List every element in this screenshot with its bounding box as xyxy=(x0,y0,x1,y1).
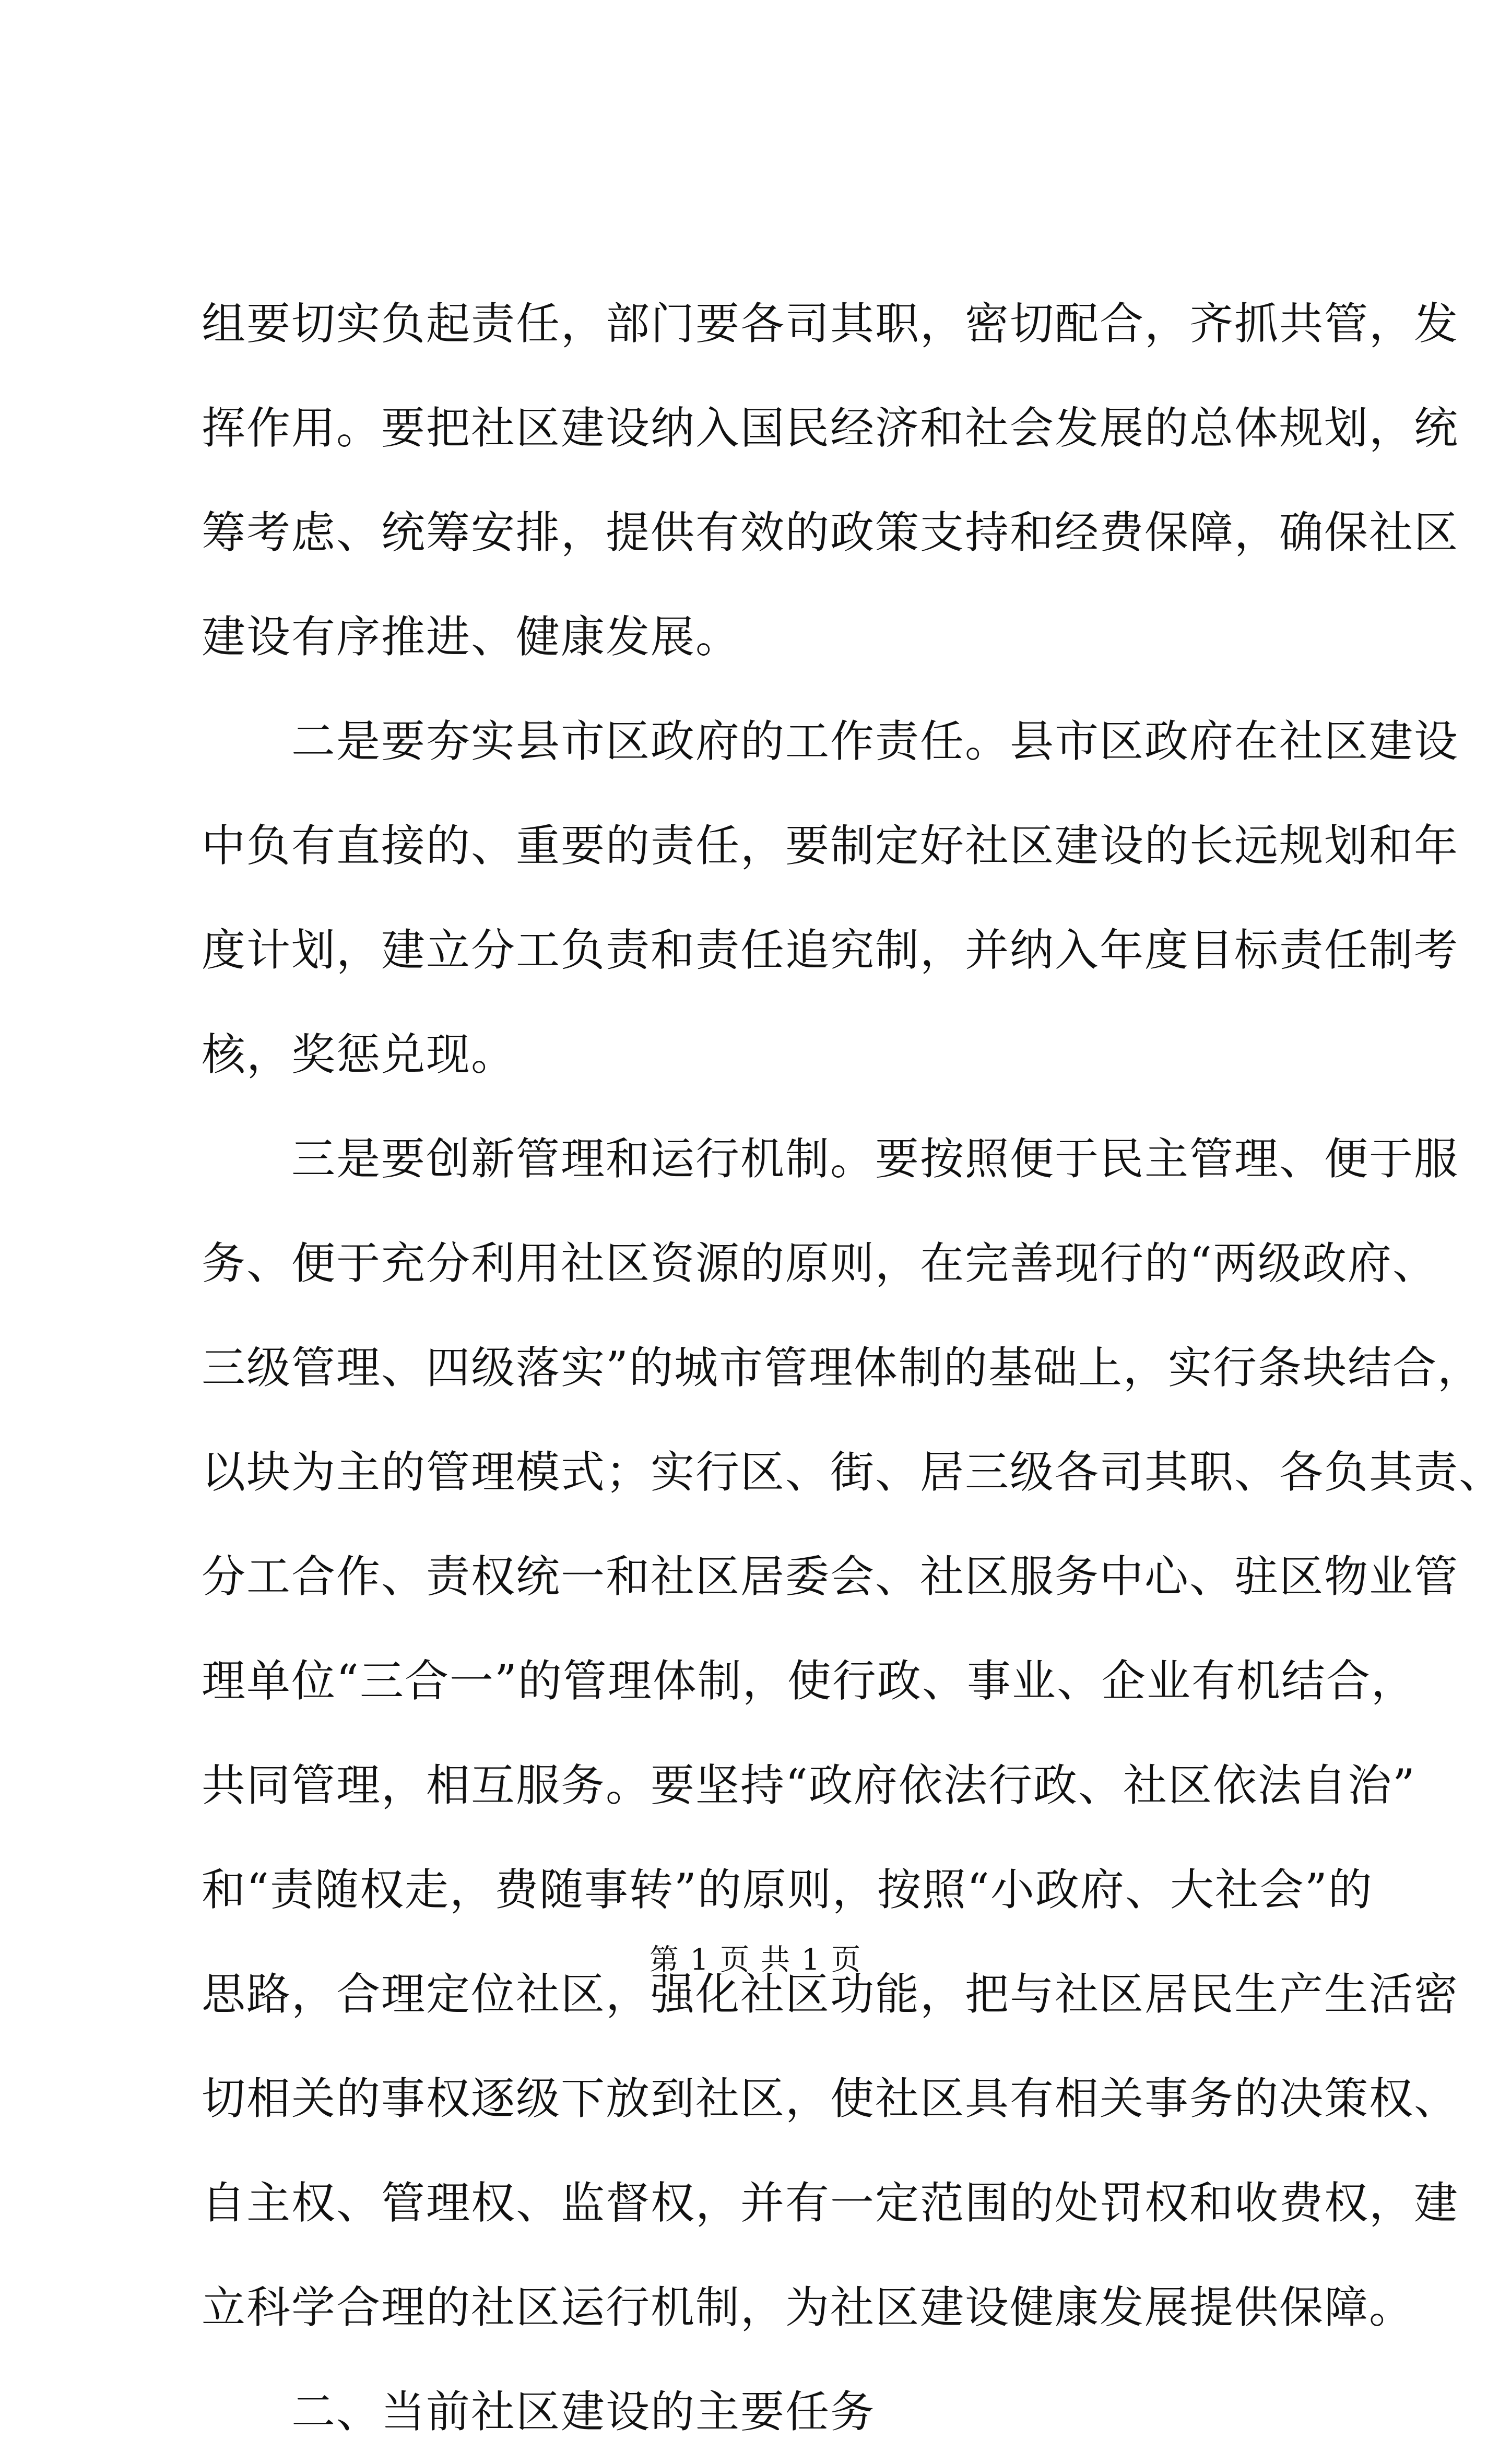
text-line-12: 以块为主的管理模式；实行区、街、居三级各司其职、各负其责、 xyxy=(202,1447,1504,1498)
text-line-14: 理单位“三合一”的管理体制，使行政、事业、企业有机结合， xyxy=(202,1655,1416,1707)
section-heading: 二、当前社区建设的主要任务 xyxy=(202,2386,876,2437)
document-body xyxy=(202,271,1504,2464)
text-line-9: 三是要创新管理和运行机制。要按照便于民主管理、便于服 xyxy=(202,1133,1459,1184)
text-line-3: 筹考虑、统筹安排，提供有效的政策支持和经费保障，确保社区 xyxy=(202,507,1459,558)
text-line-18: 切相关的事权逐级下放到社区，使社区具有相关事务的决策权、 xyxy=(202,2073,1459,2124)
text-line-2: 挥作用。要把社区建设纳入国民经济和社会发展的总体规划，统 xyxy=(202,402,1459,454)
text-line-10: 务、便于充分利用社区资源的原则，在完善现行的“两级政府、 xyxy=(202,1238,1437,1289)
text-line-17: 思路，合理定位社区，强化社区功能，把与社区居民生产生活密 xyxy=(202,1969,1459,2020)
text-line-1: 组要切实负起责任，部门要各司其职，密切配合，齐抓共管，发 xyxy=(202,298,1459,349)
text-line-16: 和“责随权走，费随事转”的原则，按照“小政府、大社会”的 xyxy=(202,1864,1373,1915)
text-line-8: 核，奖惩兑现。 xyxy=(202,1029,516,1080)
text-line-5: 二是要夯实县市区政府的工作责任。县市区政府在社区建设 xyxy=(202,716,1459,767)
page-footer: 第 1 页 共 1 页 xyxy=(649,1943,862,1977)
text-line-7: 度计划，建立分工负责和责任追究制，并纳入年度目标责任制考 xyxy=(202,925,1459,976)
text-line-4: 建设有序推进、健康发展。 xyxy=(202,611,741,662)
text-line-13: 分工合作、责权统一和社区居委会、社区服务中心、驻区物业管 xyxy=(202,1551,1459,1602)
text-line-20: 立科学合理的社区运行机制，为社区建设健康发展提供保障。 xyxy=(202,2282,1414,2333)
text-line-19: 自主权、管理权、监督权，并有一定范围的处罚权和收费权，建 xyxy=(202,2177,1459,2229)
text-line-15: 共同管理，相互服务。要坚持“政府依法行政、社区依法自治” xyxy=(202,1760,1416,1811)
text-line-6: 中负有直接的、重要的责任，要制定好社区建设的长远规划和年 xyxy=(202,820,1459,871)
text-line-11: 三级管理、四级落实”的城市管理体制的基础上，实行条块结合， xyxy=(202,1342,1482,1393)
